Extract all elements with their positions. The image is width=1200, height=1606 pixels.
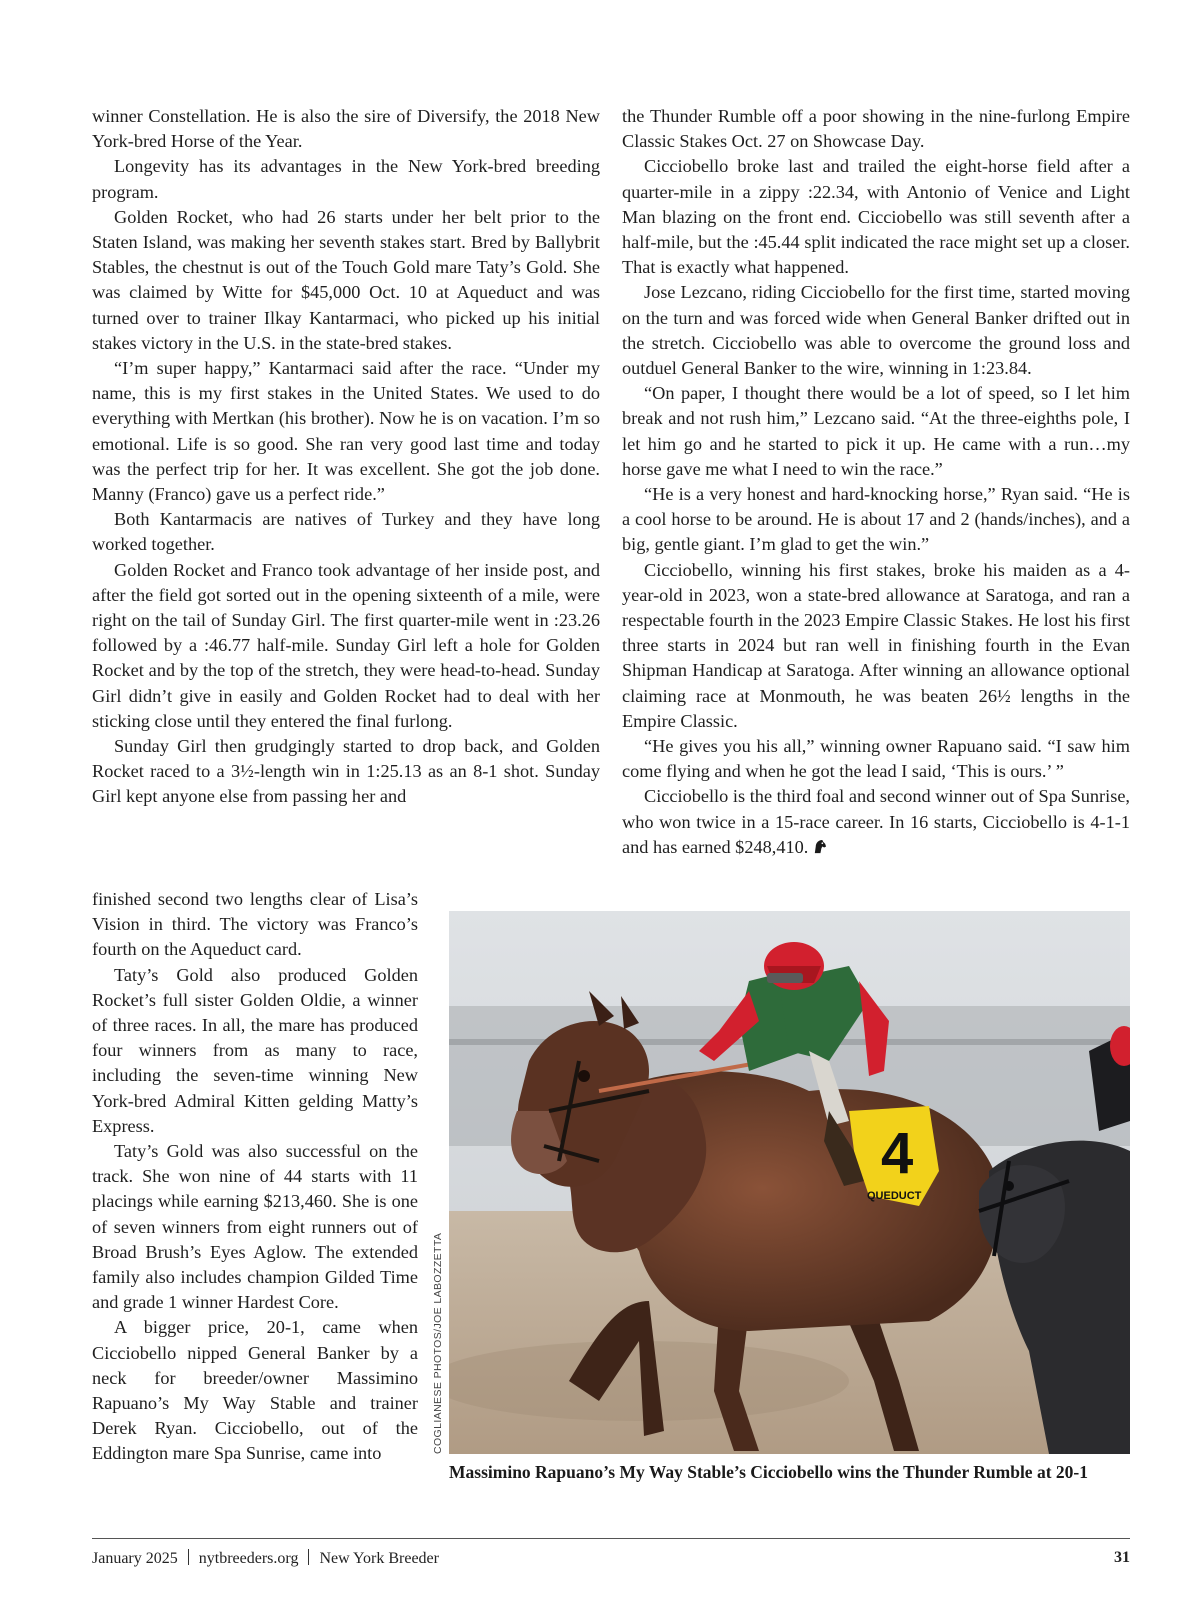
- paragraph: finished second two lengths clear of Lisa’s Vision in third. The victory was Franco’s fourth on the Aqueduct card.: [92, 889, 418, 960]
- paragraph: Cicciobello, winning his first stakes, broke his maiden as a 4-year-old in 2023, won a state-bred allowance at Saratoga, and ran a respectable fourth in the 2023 Empire Classic Stakes. He lost his first three starts in 2024 but ran well in finishing fourth in the Evan Shipman Handicap at Saratoga. After winning an allowance optional claiming race at Monmouth, he was beaten 26½ lengths in the Empire Classic.: [622, 559, 1130, 731]
- saddle-cloth-text: QUEDUCT: [867, 1190, 922, 1202]
- footer-site-link[interactable]: nytbreeders.org: [198, 1550, 299, 1567]
- article-column-left-narrow: [92, 887, 418, 1467]
- race-photo: [449, 911, 1130, 1454]
- paragraph: Taty’s Gold was also successful on the track. She won nine of 44 starts with 11 placings while earning $213,460. She is one of seven winners from eight runners out of Broad Brush’s Eyes Aglow. The extended family also includes champion Gilded Time and grade 1 winner Hardest Core.: [92, 1141, 418, 1313]
- article-column-right: [622, 104, 1130, 860]
- paragraph-final: [622, 784, 1130, 860]
- footer-separator: [188, 1549, 189, 1565]
- photo-credit: COGLIANESE PHOTOS/JOE LABOZZETTA: [432, 1232, 444, 1454]
- paragraph: the Thunder Rumble off a poor showing in the nine-furlong Empire Classic Stakes Oct. 27 on Showcase Day.: [622, 106, 1130, 152]
- paragraph: Jose Lezcano, riding Cicciobello for the first time, started moving on the turn and was forced wide when General Banker drifted out in the stretch. Cicciobello was able to overcome the ground loss and outduel General Banker to the wire, winning in 1:23.84.: [622, 282, 1130, 379]
- saddle-cloth-number: 4: [881, 1121, 914, 1186]
- paragraph: “On paper, I thought there would be a lot of speed, so I let him break and not rush him,” Lezcano said. “At the three-eighths pole, I let him go and he started to pick it up. He came with a run…my horse gave me what I need to win the race.”: [622, 383, 1130, 479]
- paragraph: winner Constellation. He is also the sire of Diversify, the 2018 New York-bred Horse of the Year.: [92, 106, 600, 152]
- footer: [92, 1549, 1130, 1568]
- photo-caption: Massimino Rapuano’s My Way Stable’s Cicciobello wins the Thunder Rumble at 20-1: [449, 1462, 1088, 1482]
- paragraph-final-text: Cicciobello is the third foal and second winner out of Spa Sunrise, who won twice in a 15-race career. In 16 starts, Cicciobello is 4-1-1 and has earned $248,410.: [622, 786, 1130, 857]
- paragraph: “He is a very honest and hard-knocking horse,” Ryan said. “He is a cool horse to be around. He is about 17 and 2 (hands/inches), and a big, gentle giant. I’m glad to get the win.”: [622, 484, 1130, 555]
- horse-head-icon: [812, 839, 827, 854]
- footer-divider: [92, 1538, 1130, 1539]
- race-photo-illustration: [449, 911, 1130, 1454]
- paragraph: Golden Rocket, who had 26 starts under her belt prior to the Staten Island, was making her seventh stakes start. Bred by Ballybrit Stables, the chestnut is out of the Touch Gold mare Taty’s Gold. She was claimed by Witte for $45,000 Oct. 10 at Aqueduct and was turned over to trainer Ilkay Kantarmaci, who picked up his initial stakes victory in the U.S. in the state-bred stakes.: [92, 206, 600, 353]
- paragraph: Cicciobello broke last and trailed the eight-horse field after a quarter-mile in a zippy :22.34, with Antonio of Venice and Light Man blazing on the front end. Cicciobello was still seventh after a half-mile, but the :45.44 split indicated the race might set up a closer. That is exactly what happened.: [622, 156, 1130, 278]
- paragraph: Taty’s Gold also produced Golden Rocket’s full sister Golden Oldie, a winner of three races. In all, the mare has produced four winners from as many to race, including the seven-time winning New York-bred Admiral Kitten gelding Matty’s Express.: [92, 964, 418, 1136]
- paragraph: “He gives you his all,” winning owner Rapuano said. “I saw him come flying and when he got the lead I said, ‘This is ours.’ ”: [622, 736, 1130, 782]
- paragraph: “I’m super happy,” Kantarmaci said after the race. “Under my name, this is my first stakes in the United States. We used to do everything with Mertkan (his brother). Now he is on vacation. I’m so emotional. Life is so good. She ran very good last time and today was the perfect trip for her. It was excellent. She got the job done. Manny (Franco) gave us a perfect ride.”: [92, 358, 600, 505]
- paragraph: Longevity has its advantages in the New York-bred breeding program.: [92, 156, 600, 202]
- paragraph: A bigger price, 20-1, came when Cicciobello nipped General Banker by a neck for breeder/owner Massimino Rapuano’s My Way Stable and trainer Derek Ryan. Cicciobello, out of the Eddington mare Spa Sunrise, came into: [92, 1317, 418, 1464]
- article-column-left-top: [92, 104, 600, 810]
- paragraph: Sunday Girl then grudgingly started to drop back, and Golden Rocket raced to a 3½-length win in 1:25.13 as an 8-1 shot. Sunday Girl kept anyone else from passing her and: [92, 736, 600, 807]
- page-number: 31: [1114, 1549, 1130, 1566]
- footer-date: January 2025: [92, 1550, 178, 1567]
- paragraph: Both Kantarmacis are natives of Turkey and they have long worked together.: [92, 509, 600, 555]
- paragraph: Golden Rocket and Franco took advantage of her inside post, and after the field got sorted out in the opening sixteenth of a mile, were right on the tail of Sunday Girl. The first quarter-mile went in :23.26 followed by a :46.77 half-mile. Sunday Girl left a hole for Golden Rocket and by the top of the stretch, they were head-to-head. Sunday Girl didn’t give in easily and Golden Rocket had to deal with her sticking close until they entered the final furlong.: [92, 559, 600, 731]
- footer-separator: [308, 1549, 309, 1565]
- footer-publication: New York Breeder: [319, 1550, 439, 1567]
